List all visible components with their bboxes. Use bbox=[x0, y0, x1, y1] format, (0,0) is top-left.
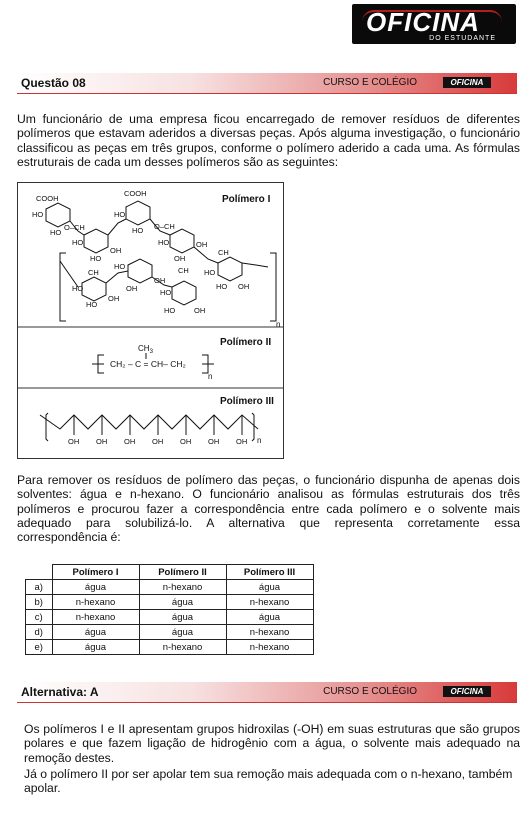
table-cell: n-hexano bbox=[139, 580, 226, 595]
ho-label: HO bbox=[86, 300, 98, 309]
option-letter: c) bbox=[26, 610, 53, 625]
oh-label: OH bbox=[124, 437, 136, 446]
glycosidic-bond bbox=[106, 271, 128, 283]
table-row[interactable] bbox=[26, 580, 314, 595]
option-letter: d) bbox=[26, 625, 53, 640]
ho-label: HO bbox=[132, 226, 144, 235]
ho-label: HO bbox=[90, 254, 102, 263]
table-cell: n-hexano bbox=[139, 640, 226, 655]
polymer-2-n: n bbox=[208, 372, 213, 381]
sugar-ring bbox=[126, 201, 150, 225]
repeat-bracket-left bbox=[60, 253, 66, 321]
column-header: Polímero III bbox=[226, 565, 313, 580]
oh-label: OH bbox=[154, 276, 166, 285]
sugar-ring bbox=[84, 229, 108, 253]
ho-label: HO bbox=[158, 238, 170, 247]
option-letter: b) bbox=[26, 595, 53, 610]
polymer-structures-figure bbox=[17, 182, 284, 459]
ho-label: HO bbox=[72, 238, 84, 247]
table-cell: água bbox=[52, 580, 139, 595]
ho-label: HO bbox=[114, 210, 126, 219]
table-cell: água bbox=[52, 625, 139, 640]
ch2-label: CH bbox=[218, 248, 229, 257]
repeat-bracket-right bbox=[270, 253, 276, 321]
question-header-bar bbox=[17, 73, 517, 94]
table-cell: água bbox=[139, 625, 226, 640]
polymer-3-n: n bbox=[257, 436, 262, 445]
explanation-paragraph-1: Os polímeros I e II apresentam grupos hidroxilas (-OH) em suas estruturas que são grupos polares e que fazem ligação de hidrogênio com a água, o solvente mais adequado na remoção destes. bbox=[24, 722, 520, 765]
oh-label: OH bbox=[208, 437, 220, 446]
ho-label: HO bbox=[164, 306, 176, 315]
polymer-2-label: Polímero II bbox=[220, 337, 272, 348]
oh-label: OH bbox=[110, 246, 122, 255]
table-cell: n-hexano bbox=[226, 625, 313, 640]
table-cell: água bbox=[139, 610, 226, 625]
och2-label: O–CH bbox=[64, 223, 85, 232]
glycosidic-bond bbox=[194, 247, 218, 263]
methyl-group: $CH_3$ bbox=[138, 344, 153, 355]
cooh-label: COOH bbox=[124, 189, 147, 198]
ho-label: HO bbox=[204, 268, 216, 277]
oh-label: OH bbox=[108, 294, 120, 303]
answer-title: Alternativa: A bbox=[21, 685, 99, 699]
glycosidic-bond bbox=[242, 263, 268, 267]
oh-label: OH bbox=[180, 437, 192, 446]
course-label: CURSO E COLÉGIO bbox=[323, 77, 417, 88]
ho-label: HO bbox=[72, 284, 84, 293]
sugar-ring bbox=[170, 229, 194, 253]
column-header: Polímero II bbox=[139, 565, 226, 580]
question-intro: Um funcionário de uma empresa ficou encarregado de remover resíduos de diferentes polímeros que estavam aderidos a diversas peças. Após alguma investigação, o funcionário classificou as peças em três grupos, conforme o polímero aderido a cada uma. As fórmulas estruturais de cada um desses polímeros são as seguintes: bbox=[17, 112, 520, 169]
logo-subtitle: DO ESTUDANTE bbox=[429, 35, 496, 42]
table-cell: n-hexano bbox=[52, 595, 139, 610]
alternatives-table bbox=[25, 564, 314, 655]
oh-label: OH bbox=[196, 240, 208, 249]
oh-label: OH bbox=[236, 437, 248, 446]
answer-header-bar bbox=[17, 682, 517, 703]
ch2-label: CH bbox=[88, 268, 99, 277]
sugar-ring bbox=[218, 257, 242, 281]
course-label: CURSO E COLÉGIO bbox=[323, 686, 417, 697]
logo-text: OFICINA bbox=[366, 7, 480, 37]
ho-label: HO bbox=[32, 210, 44, 219]
mini-logo: OFICINA bbox=[443, 77, 491, 88]
oh-label: OH bbox=[68, 437, 80, 446]
repeat-bracket-right bbox=[252, 413, 254, 441]
oh-label: OH bbox=[194, 306, 206, 315]
ho-label: HO bbox=[114, 262, 126, 271]
table-cell: água bbox=[226, 610, 313, 625]
ho-label: HO bbox=[50, 228, 62, 237]
oh-label: OH bbox=[238, 282, 250, 291]
sugar-ring bbox=[82, 277, 106, 301]
polymer-3-chain bbox=[40, 415, 258, 429]
table-row[interactable] bbox=[26, 625, 314, 640]
oh-label: OH bbox=[152, 437, 164, 446]
glycosidic-bond bbox=[108, 219, 126, 235]
table-row[interactable] bbox=[26, 595, 314, 610]
table-row[interactable] bbox=[26, 610, 314, 625]
table-cell: n-hexano bbox=[226, 595, 313, 610]
table-cell: água bbox=[226, 580, 313, 595]
polymer-3-label: Polímero III bbox=[220, 396, 274, 407]
sugar-ring bbox=[172, 281, 196, 305]
table-cell: n-hexano bbox=[52, 610, 139, 625]
ch2-label: CH bbox=[178, 266, 189, 275]
option-letter: a) bbox=[26, 580, 53, 595]
ho-label: HO bbox=[160, 288, 172, 297]
table-cell: água bbox=[139, 595, 226, 610]
table-corner bbox=[26, 565, 53, 580]
oh-label: OH bbox=[174, 254, 186, 263]
question-title: Questão 08 bbox=[21, 76, 86, 90]
mini-logo: OFICINA bbox=[443, 686, 491, 697]
question-body: Para remover os resíduos de polímero das peças, o funcionário dispunha de apenas dois solventes: água e n-hexano. O funcionário analisou as fórmulas estruturais dos três polímeros e procurou fazer a correspondência entre cada polímero e o solvente mais adequado para solubilizá-lo. A alternativa que representa corretamente essa correspondência é: bbox=[17, 473, 520, 545]
brand-logo bbox=[352, 4, 516, 44]
och2-label: O–CH bbox=[154, 222, 175, 231]
oh-label: OH bbox=[96, 437, 108, 446]
table-cell: água bbox=[52, 640, 139, 655]
table-cell: n-hexano bbox=[226, 640, 313, 655]
explanation-paragraph-2: Já o polímero II por ser apolar tem sua remoção mais adequada com o n-hexano, também apolar. bbox=[24, 767, 513, 796]
sugar-ring bbox=[128, 259, 152, 283]
table-row[interactable] bbox=[26, 640, 314, 655]
ho-label: HO bbox=[216, 282, 228, 291]
polymer-1-label: Polímero I bbox=[222, 194, 271, 205]
cooh-label: COOH bbox=[36, 194, 59, 203]
option-letter: e) bbox=[26, 640, 53, 655]
repeat-bracket-left bbox=[46, 413, 48, 441]
oh-label: OH bbox=[126, 284, 138, 293]
polymer-1-n: n bbox=[276, 320, 281, 329]
polymer-2-formula: CH₂ – C = CH– CH₂ bbox=[110, 359, 186, 369]
column-header: Polímero I bbox=[52, 565, 139, 580]
